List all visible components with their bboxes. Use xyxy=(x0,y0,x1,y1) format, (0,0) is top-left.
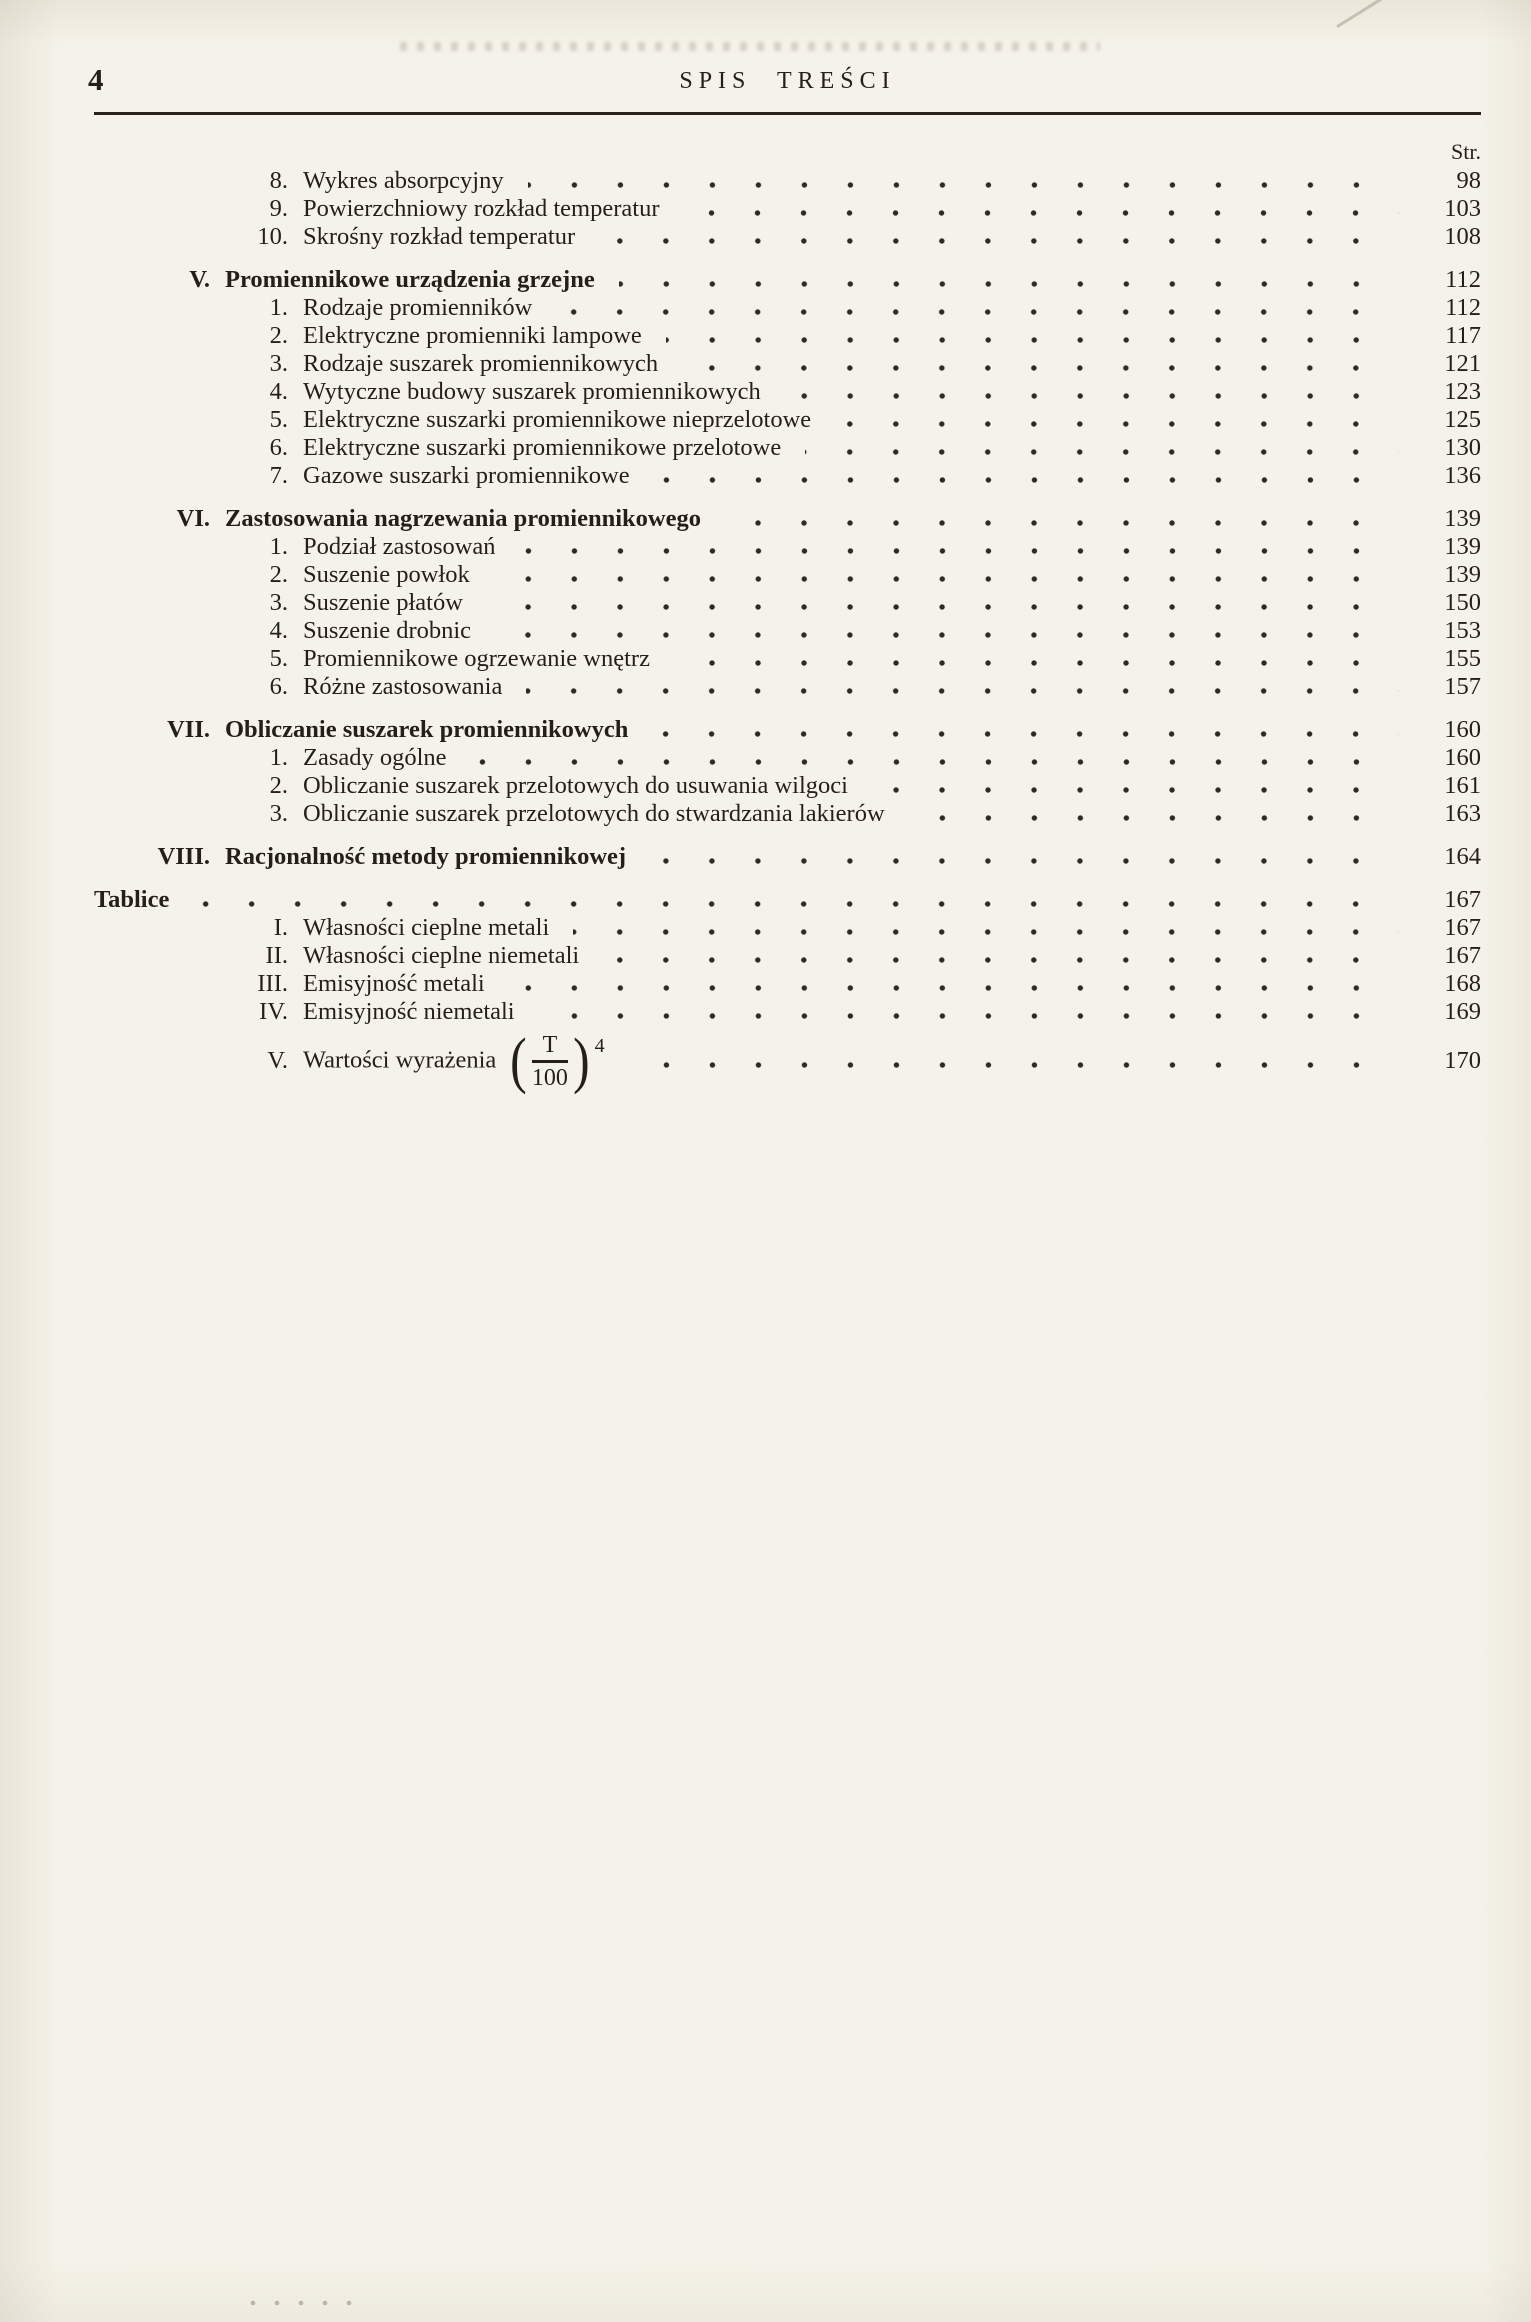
row-number: 6. xyxy=(269,673,288,700)
row-number: 5. xyxy=(269,406,288,433)
row-page: 139 xyxy=(1444,505,1481,532)
scan-bottom-specks xyxy=(250,2300,360,2306)
row-number: 2. xyxy=(269,322,288,349)
row-number: 3. xyxy=(269,350,288,377)
dot-leader xyxy=(683,210,1399,216)
row-title: Powierzchniowy rozkład temperatur xyxy=(303,195,660,222)
toc-row xyxy=(94,772,1481,800)
toc-row xyxy=(94,266,1481,294)
dot-leader xyxy=(509,985,1399,991)
dot-leader xyxy=(682,365,1399,371)
row-page: 136 xyxy=(1444,462,1481,489)
toc-row xyxy=(94,195,1481,223)
row-page: 139 xyxy=(1444,533,1481,560)
row-title: Skrośny rozkład temperatur xyxy=(303,223,576,250)
dot-leader xyxy=(674,660,1399,666)
row-title-text: Wartości wyrażenia xyxy=(303,1046,497,1074)
row-page: 169 xyxy=(1444,998,1481,1025)
row-number: 3. xyxy=(269,800,288,827)
dot-leader xyxy=(652,731,1399,737)
row-page: 123 xyxy=(1444,378,1481,405)
dot-leader xyxy=(909,815,1399,821)
fraction-numerator: T xyxy=(532,1032,568,1063)
dot-leader xyxy=(487,604,1399,610)
dot-leader xyxy=(650,858,1399,864)
row-number: 2. xyxy=(269,561,288,588)
dot-leader xyxy=(471,759,1399,765)
row-number: 9. xyxy=(269,195,288,222)
toc-row xyxy=(94,998,1481,1026)
row-title: Suszenie drobnic xyxy=(303,617,472,644)
toc-row xyxy=(94,942,1481,970)
toc-list xyxy=(94,167,1481,1026)
toc-row xyxy=(94,744,1481,772)
row-title: Suszenie powłok xyxy=(303,561,470,588)
toc-row xyxy=(94,673,1481,701)
dot-leader xyxy=(835,421,1399,427)
header-rule xyxy=(94,112,1481,115)
row-number: 3. xyxy=(269,589,288,616)
page-column-label: Str. xyxy=(1451,139,1481,164)
toc-row xyxy=(94,167,1481,195)
toc-row xyxy=(94,378,1481,406)
fraction-denominator: 100 xyxy=(531,1065,568,1092)
row-page: 139 xyxy=(1444,561,1481,588)
row-title: Tablice xyxy=(94,886,170,913)
row-page: 160 xyxy=(1444,716,1481,743)
row-title: Racjonalność metody promiennikowej xyxy=(225,843,627,870)
row-number: 1. xyxy=(269,294,288,321)
row-page: 98 xyxy=(1456,167,1481,194)
row-page: 150 xyxy=(1444,589,1481,616)
dot-leader xyxy=(599,238,1399,244)
toc-row xyxy=(94,843,1481,871)
toc-row xyxy=(94,533,1481,561)
row-page: 164 xyxy=(1444,843,1481,870)
row-title: Wytyczne budowy suszarek promiennikowych xyxy=(303,378,761,405)
row-title: Rodzaje promienników xyxy=(303,294,533,321)
row-number: VI. xyxy=(176,505,210,532)
row-title: Obliczanie suszarek promiennikowych xyxy=(225,716,629,743)
row-page: 168 xyxy=(1444,970,1481,997)
row-number: I. xyxy=(273,914,288,941)
row-page: 160 xyxy=(1444,744,1481,771)
row-page: 130 xyxy=(1444,434,1481,461)
row-number: 7. xyxy=(269,462,288,489)
row-page: 112 xyxy=(1445,266,1481,293)
dot-leader xyxy=(573,929,1399,935)
row-number: 5. xyxy=(269,645,288,672)
row-number: 10. xyxy=(257,223,288,250)
dot-leader xyxy=(629,1062,1399,1068)
toc-row xyxy=(94,914,1481,942)
row-page: 161 xyxy=(1444,772,1481,799)
toc-row xyxy=(94,505,1481,533)
row-title xyxy=(303,1026,605,1095)
toc-row xyxy=(94,561,1481,589)
row-page: 108 xyxy=(1444,223,1481,250)
scan-noise-artifact xyxy=(400,42,1100,51)
toc-row xyxy=(94,350,1481,378)
row-title: Elektryczne suszarki promiennikowe nieprzelotowe xyxy=(303,406,812,433)
toc-row-formula xyxy=(94,1026,1481,1095)
row-number: VIII. xyxy=(157,843,210,870)
dot-leader xyxy=(539,1013,1399,1019)
dot-leader xyxy=(556,309,1399,315)
row-title: Zasady ogólne xyxy=(303,744,447,771)
row-title: Elektryczne suszarki promiennikowe przelotowe xyxy=(303,434,782,461)
row-title: Obliczanie suszarek przelotowych do usuwania wilgoci xyxy=(303,772,848,799)
row-page: 153 xyxy=(1444,617,1481,644)
toc-row xyxy=(94,462,1481,490)
row-title: Rodzaje suszarek promiennikowych xyxy=(303,350,659,377)
row-number: V. xyxy=(267,1046,288,1074)
toc-row xyxy=(94,886,1481,914)
toc-row xyxy=(94,434,1481,462)
row-title: Promiennikowe urządzenia grzejne xyxy=(225,266,595,293)
row-title: Różne zastosowania xyxy=(303,673,503,700)
toc-row xyxy=(94,617,1481,645)
toc-row xyxy=(94,322,1481,350)
row-number: IV. xyxy=(259,998,288,1025)
left-paren: ( xyxy=(510,1026,527,1095)
dot-leader xyxy=(872,787,1399,793)
row-title: Gazowe suszarki promiennikowe xyxy=(303,462,630,489)
page-header xyxy=(88,58,1481,104)
row-title: Zastosowania nagrzewania promiennikowego xyxy=(225,505,701,532)
row-title: Elektryczne promienniki lampowe xyxy=(303,322,642,349)
row-page: 163 xyxy=(1444,800,1481,827)
row-title: Emisyjność niemetali xyxy=(303,998,515,1025)
dot-leader xyxy=(805,449,1399,455)
dot-leader xyxy=(603,957,1399,963)
row-page: 125 xyxy=(1444,406,1481,433)
row-number: VII. xyxy=(167,716,210,743)
page-number: 4 xyxy=(88,62,104,97)
row-title: Emisyjność metali xyxy=(303,970,485,997)
formula xyxy=(508,1026,605,1095)
fraction xyxy=(532,1032,568,1092)
dot-leader xyxy=(526,688,1399,694)
toc-row xyxy=(94,645,1481,673)
row-page: 112 xyxy=(1445,294,1481,321)
toc-row xyxy=(94,406,1481,434)
dot-leader xyxy=(494,576,1399,582)
row-page: 167 xyxy=(1444,914,1481,941)
page-header-title: SPIS TREŚCI xyxy=(679,68,896,94)
dot-leader xyxy=(528,182,1399,188)
row-title: Obliczanie suszarek przelotowych do stwardzania lakierów xyxy=(303,800,885,827)
row-number: 1. xyxy=(269,744,288,771)
dot-leader xyxy=(520,548,1399,554)
dot-leader xyxy=(654,477,1399,483)
row-number: 8. xyxy=(269,167,288,194)
dot-leader xyxy=(495,632,1399,638)
row-title: Suszenie płatów xyxy=(303,589,463,616)
row-number: V. xyxy=(189,266,210,293)
dot-leader xyxy=(619,281,1399,287)
row-page: 155 xyxy=(1444,645,1481,672)
toc-row xyxy=(94,223,1481,251)
row-number: III. xyxy=(257,970,288,997)
row-page: 121 xyxy=(1444,350,1481,377)
row-number: 4. xyxy=(269,378,288,405)
toc-row xyxy=(94,716,1481,744)
right-paren: ) xyxy=(572,1026,590,1095)
dot-leader xyxy=(666,337,1399,343)
row-title: Podział zastosowań xyxy=(303,533,496,560)
toc-row xyxy=(94,970,1481,998)
row-title: Wykres absorpcyjny xyxy=(303,167,504,194)
row-title: Własności cieplne metali xyxy=(303,914,550,941)
row-title: Własności cieplne niemetali xyxy=(303,942,580,969)
row-page: 103 xyxy=(1444,195,1481,222)
row-page: 117 xyxy=(1445,322,1481,349)
toc-row xyxy=(94,800,1481,828)
row-page: 157 xyxy=(1444,673,1481,700)
dot-leader xyxy=(193,901,1399,907)
row-page: 167 xyxy=(1444,886,1481,913)
toc-row xyxy=(94,294,1481,322)
row-number: 6. xyxy=(269,434,288,461)
dot-leader xyxy=(785,393,1399,399)
row-number: 2. xyxy=(269,772,288,799)
row-number: 1. xyxy=(269,533,288,560)
exponent: 4 xyxy=(594,1035,605,1057)
dot-leader xyxy=(725,520,1399,526)
toc-row xyxy=(94,589,1481,617)
row-page: 170 xyxy=(1444,1046,1481,1074)
row-title: Promiennikowe ogrzewanie wnętrz xyxy=(303,645,650,672)
row-number: II. xyxy=(265,942,288,969)
row-page: 167 xyxy=(1444,942,1481,969)
page-content xyxy=(0,0,1531,1095)
row-number: 4. xyxy=(269,617,288,644)
